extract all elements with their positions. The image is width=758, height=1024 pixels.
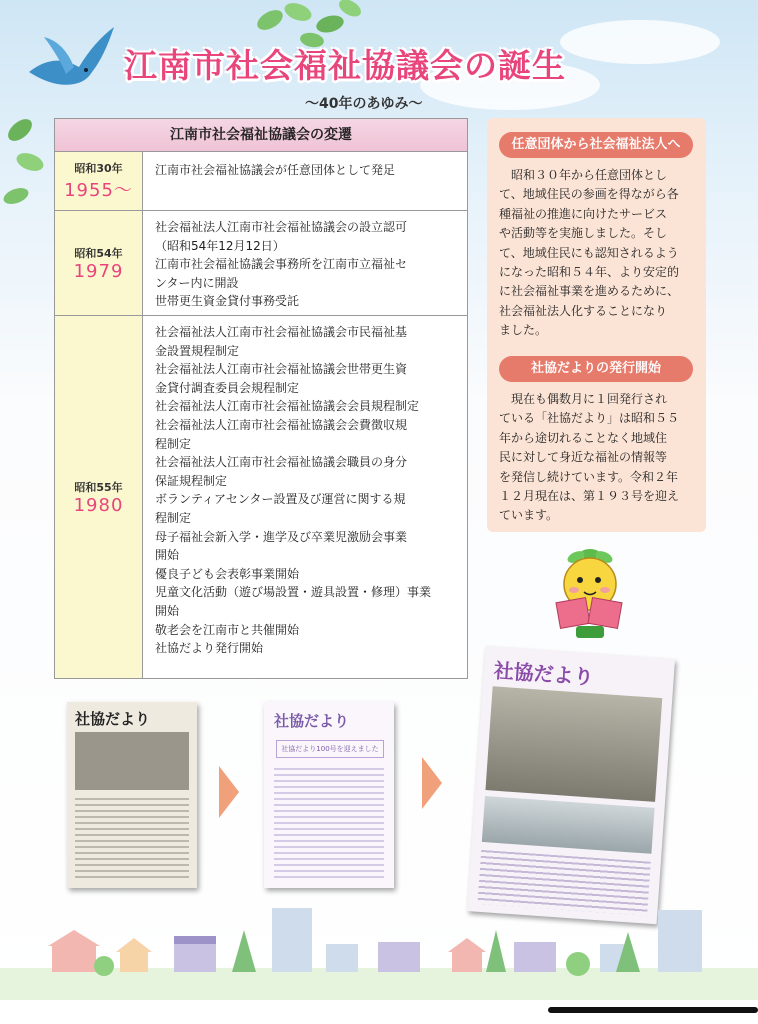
era-label: 昭和30年 xyxy=(74,162,123,175)
arrow-right-icon xyxy=(422,757,442,809)
newsletter-current-cover xyxy=(467,646,675,925)
section-heading: 社協だよりの発行開始 xyxy=(499,356,693,382)
year-label: 1980 xyxy=(73,494,124,516)
text-line: １２月現在は、第１９３号を迎え xyxy=(499,489,680,504)
text-line: ました。 xyxy=(499,323,548,338)
event-item: 社会福祉法人江南市社会福祉協議会会費徴収規 xyxy=(155,417,408,432)
year-cell xyxy=(55,152,143,210)
event-item: 江南市社会福祉協議会事務所を江南市立福祉セ xyxy=(155,257,408,272)
event-item: 金貸付調査委員会規程制定 xyxy=(155,380,300,395)
text-line: 種福祉の推進に向けたサービス xyxy=(499,206,668,221)
newsletter-text-block xyxy=(274,768,384,878)
newsletter-text-block xyxy=(75,798,189,882)
event-item: 社会福祉法人江南市社会福祉協議会市民福祉基 xyxy=(155,325,408,339)
newsletter-masthead: 社協だより xyxy=(274,712,350,730)
event-item: 保証規程制定 xyxy=(155,473,228,488)
table-row xyxy=(55,152,467,211)
event-item: 江南市社会福祉協議会が任意団体として発足 xyxy=(155,163,396,177)
event-item: 敬老会を江南市と共催開始 xyxy=(155,622,300,637)
event-item: 児童文化活動（遊び場設置・遊具設置・修理）事業 xyxy=(155,585,432,600)
text-line: て、地域住民にも認知されるよう xyxy=(499,245,679,260)
event-item: 優良子ども会表彰事業開始 xyxy=(155,566,300,581)
event-item: ンター内に開設 xyxy=(155,275,239,290)
info-box xyxy=(487,118,706,532)
newsletter-1955-cover xyxy=(67,702,197,888)
text-line: になった昭和５４年、より安定的 xyxy=(499,265,680,280)
table-row xyxy=(55,211,467,316)
section-text xyxy=(499,390,697,526)
event-item: 程制定 xyxy=(155,436,192,451)
era-label: 昭和55年 xyxy=(74,480,123,494)
mascot-icon xyxy=(538,548,634,642)
event-item: 開始 xyxy=(155,603,180,618)
text-line: や活動等を実施しました。そし xyxy=(499,226,668,241)
section-text xyxy=(499,166,697,341)
table-row xyxy=(55,316,467,678)
newsletter-photo xyxy=(75,732,189,790)
page-title: 江南市社会福祉協議会の誕生 xyxy=(124,46,566,85)
event-item: 社会福祉法人江南市社会福祉協議会会員規程制定 xyxy=(155,399,420,414)
home-indicator xyxy=(548,1007,758,1013)
newsletter-photo xyxy=(482,796,655,854)
event-item: 程制定 xyxy=(155,510,192,525)
year-cell xyxy=(55,211,143,315)
bird-icon xyxy=(24,22,124,102)
newsletter-headline: 社協だより100号を迎えました xyxy=(276,740,384,758)
text-line: 現在も偶数月に１回発行され xyxy=(499,392,668,406)
text-line: 民に対して身近な福祉の情報等 xyxy=(499,450,668,465)
event-item: ボランティアセンター設置及び運営に関する規 xyxy=(155,492,406,507)
text-line: を発信し続けています。令和２年 xyxy=(499,469,679,484)
event-item: 世帯更生資金貸付事務受託 xyxy=(155,294,300,309)
text-line: 年から途切れることなく地域住 xyxy=(499,430,668,445)
leaves-icon xyxy=(0,110,56,230)
newsletter-100-cover xyxy=(264,702,394,888)
events-cell xyxy=(143,152,467,210)
newsletter-masthead: 社協だより xyxy=(492,658,595,690)
table-header: 江南市社会福祉協議会の変遷 xyxy=(55,119,467,152)
events-cell xyxy=(143,316,467,678)
text-line: 社会福祉法人化することになり xyxy=(499,303,668,318)
event-item: 母子福祉会新入学・進学及び卒業児激励会事業 xyxy=(155,529,408,544)
year-cell xyxy=(55,316,143,678)
text-line: て、地域住民の参画を得ながら各 xyxy=(499,187,679,202)
town-illustration xyxy=(0,900,758,1000)
section-heading: 任意団体から社会福祉法人へ xyxy=(499,132,693,158)
newsletter-photo xyxy=(485,686,662,802)
cloud xyxy=(560,20,720,64)
event-item: 社会福祉法人江南市社会福祉協議会職員の身分 xyxy=(155,455,408,470)
newsletter-masthead: 社協だより xyxy=(75,710,151,728)
event-item: 社会福祉法人江南市社会福祉協議会世帯更生資 xyxy=(155,362,408,377)
event-item: 社会福祉法人江南市社会福祉協議会の設立認可 xyxy=(155,220,408,234)
event-item: 開始 xyxy=(155,548,180,563)
event-item: 社協だより発行開始 xyxy=(155,641,264,656)
year-label: 1955～ xyxy=(64,180,133,201)
text-line: に社会福祉事業を進めるために、 xyxy=(499,284,680,299)
events-cell xyxy=(143,211,467,315)
year-label: 1979 xyxy=(73,260,124,282)
text-line: ています。 xyxy=(499,508,559,523)
event-item: （昭和54年12月12日） xyxy=(155,238,285,253)
text-line: ている「社協だより」は昭和５５ xyxy=(499,411,680,426)
arrow-right-icon xyxy=(219,766,239,818)
event-item: 金設置規程制定 xyxy=(155,343,240,358)
era-label: 昭和54年 xyxy=(74,246,123,260)
page-subtitle: ～40年のあゆみ～ xyxy=(305,96,423,112)
history-table xyxy=(54,118,468,679)
text-line: 昭和３０年から任意団体とし xyxy=(499,168,668,182)
